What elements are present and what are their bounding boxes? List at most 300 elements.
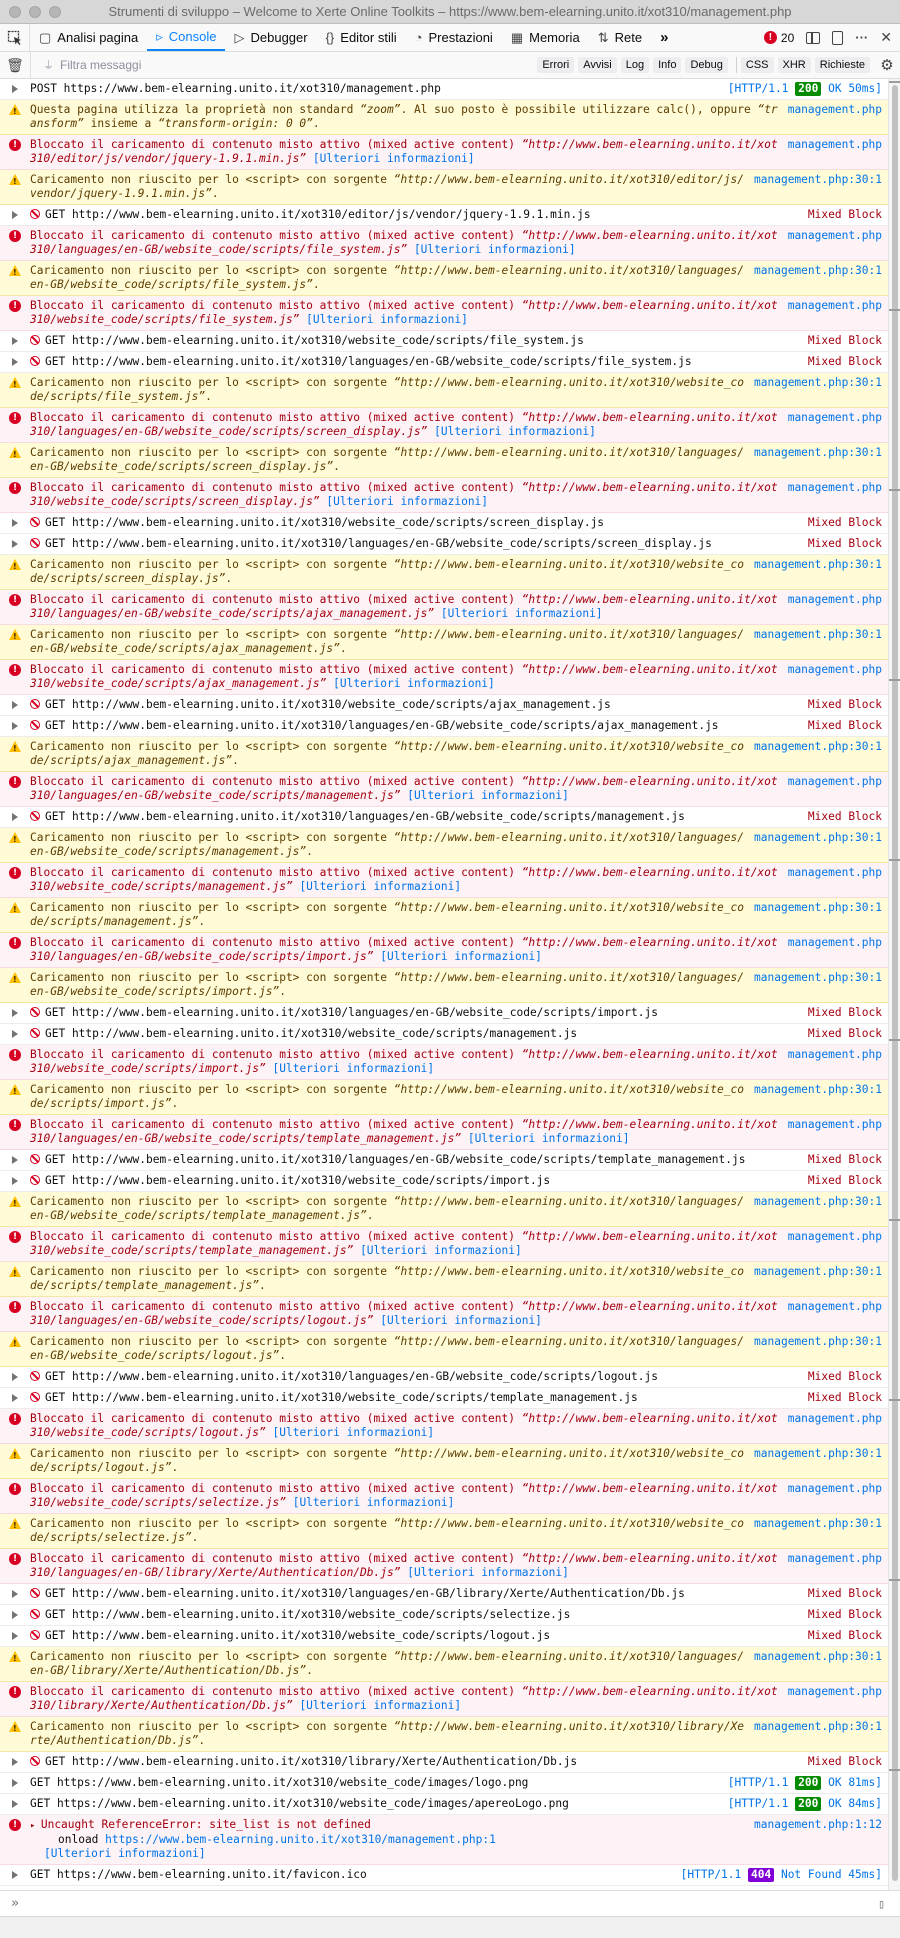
tab-memoria[interactable]: [502, 24, 589, 51]
warning-icon: [9, 377, 21, 388]
error-count-badge[interactable]: [764, 31, 794, 45]
filter-css-button[interactable]: CSS: [741, 57, 774, 73]
stack-frame[interactable]: onload https://www.bem-elearning.unito.it/xot310/management.php:1: [58, 1833, 496, 1846]
element-picker-icon: [7, 30, 23, 46]
expand-arrow-icon[interactable]: [12, 1611, 18, 1619]
source-location-link[interactable]: management.php:30:1: [754, 446, 882, 459]
status-code-badge: 200: [795, 82, 821, 96]
source-location-link[interactable]: management.php: [787, 229, 882, 242]
message-icon-cell: [0, 1482, 30, 1510]
tab-debugger[interactable]: [225, 24, 316, 51]
console-message-warn[interactable]: [0, 261, 888, 296]
learn-more-link[interactable]: [Ulteriori informazioni]: [380, 950, 542, 963]
split-console-icon[interactable]: [806, 32, 820, 44]
console-message-error[interactable]: [0, 590, 888, 625]
source-location-link[interactable]: management.php: [787, 1552, 882, 1565]
console-message-blocked[interactable]: [0, 1367, 888, 1388]
blocked-icon: [30, 209, 40, 219]
window-title: Strumenti di sviluppo – Welcome to Xerte Online Toolkits – https://www.bem-elearning.unito.it/xot310/management.php: [108, 4, 792, 19]
source-location-link[interactable]: management.php: [787, 936, 882, 949]
message-text: Bloccato il caricamento di contenuto misto attivo (mixed active content) “http://www.bem-elearning.unito.it/xot310/website_code/scripts/ajax_management.js” [Ulteriori informazioni]: [30, 663, 778, 690]
message-text: GET https://www.bem-elearning.unito.it/xot310/website_code/images/logo.png: [30, 1776, 529, 1789]
message-icon-cell: [0, 1552, 30, 1580]
message-text: Caricamento non riuscito per lo <script> con sorgente “http://www.bem-elearning.unito.it/xot310/website_code/scripts/management.js”.: [30, 901, 744, 928]
expand-arrow-icon[interactable]: [12, 1800, 18, 1808]
console-message-warn[interactable]: [0, 1717, 888, 1752]
message-icon-cell: [0, 628, 30, 656]
scrollbar-thumb[interactable]: [892, 85, 898, 1881]
message-icon-cell: [0, 1818, 30, 1861]
console-message-error[interactable]: [0, 1549, 888, 1584]
close-devtools-icon[interactable]: ✕: [880, 29, 892, 45]
learn-more-link[interactable]: [Ulteriori informazioni]: [299, 1699, 462, 1712]
tab-rete[interactable]: [589, 24, 651, 51]
expand-arrow-icon[interactable]: [12, 722, 18, 730]
source-location-link[interactable]: management.php: [787, 1685, 882, 1698]
mixed-block-label: Mixed Block: [807, 355, 882, 368]
status-code-badge: 200: [795, 1797, 821, 1811]
message-icon-cell: [0, 1391, 30, 1405]
message-text: GET http://www.bem-elearning.unito.it/xot310/languages/en-GB/website_code/scripts/template_management.js: [30, 1153, 800, 1167]
dock-options-icon[interactable]: [832, 31, 843, 45]
blocked-icon: [30, 720, 40, 730]
filter-log-button[interactable]: Log: [621, 57, 649, 73]
console-message-net[interactable]: [0, 1794, 888, 1815]
console-message-blocked[interactable]: [0, 1388, 888, 1409]
console-message-blocked[interactable]: [0, 513, 888, 534]
error-icon: !: [9, 776, 21, 788]
error-icon: !: [9, 1049, 21, 1061]
console-message-error[interactable]: [0, 408, 888, 443]
console-message-blocked[interactable]: [0, 205, 888, 226]
source-location-link[interactable]: management.php: [787, 1300, 882, 1313]
mixed-block-label: Mixed Block: [807, 1153, 882, 1166]
status-code-badge: 200: [795, 1776, 821, 1790]
console-message-blocked[interactable]: [0, 1605, 888, 1626]
source-location-link[interactable]: management.php:30:1: [754, 1517, 882, 1530]
expand-arrow-icon[interactable]: [12, 1590, 18, 1598]
scroll-marker: [889, 1399, 900, 1401]
message-icon-cell: [0, 719, 30, 733]
element-picker-button[interactable]: [0, 24, 30, 51]
message-text: Bloccato il caricamento di contenuto misto attivo (mixed active content) “http://www.bem-elearning.unito.it/xot310/editor/js/vendor/jquery-1.9.1.min.js” [Ulteriori informazioni]: [30, 138, 778, 165]
source-location-link[interactable]: management.php:1:12: [754, 1818, 882, 1831]
message-text: Caricamento non riuscito per lo <script> con sorgente “http://www.bem-elearning.unito.it/xot310/website_code/scripts/template_management.js”.: [30, 1265, 744, 1292]
message-text: GET http://www.bem-elearning.unito.it/xot310/languages/en-GB/website_code/scripts/management.js: [30, 810, 800, 824]
message-icon-cell: [0, 103, 30, 131]
source-location-link[interactable]: management.php:30:1: [754, 558, 882, 571]
console-message-warn[interactable]: [0, 625, 888, 660]
console-message-warn[interactable]: [0, 170, 888, 205]
error-icon: !: [9, 1413, 21, 1425]
source-location-link[interactable]: management.php: [787, 481, 882, 494]
expand-arrow-icon[interactable]: [12, 1030, 18, 1038]
console-message-blocked[interactable]: [0, 1003, 888, 1024]
message-text: Bloccato il caricamento di contenuto misto attivo (mixed active content) “http://www.bem-elearning.unito.it/xot310/languages/en-GB/website_code/scripts/template_management.js” [Ulteriori informazioni]: [30, 1118, 778, 1145]
learn-more-link[interactable]: [Ulteriori informazioni]: [272, 1426, 435, 1439]
editor-mode-icon[interactable]: ▯: [878, 1896, 886, 1911]
error-icon: !: [764, 31, 777, 44]
inspector-icon: ▢: [39, 29, 52, 45]
console-message-error[interactable]: [0, 1409, 888, 1444]
console-message-blocked[interactable]: [0, 1171, 888, 1192]
console-message-warn[interactable]: [0, 1192, 888, 1227]
message-icon-cell: [0, 1587, 30, 1601]
console-message-error[interactable]: [0, 296, 888, 331]
maximize-window-icon[interactable]: [49, 6, 61, 18]
message-text: Caricamento non riuscito per lo <script> con sorgente “http://www.bem-elearning.unito.it/xot310/languages/en-GB/website_code/scripts/logout.js”.: [30, 1335, 744, 1362]
message-text: Bloccato il caricamento di contenuto misto attivo (mixed active content) “http://www.bem-elearning.unito.it/xot310/website_code/scripts/import.js” [Ulteriori informazioni]: [30, 1048, 778, 1075]
console-message-error[interactable]: [0, 1045, 888, 1080]
learn-more-link[interactable]: [Ulteriori informazioni]: [326, 495, 489, 508]
trash-icon: 🗑: [6, 56, 24, 73]
message-icon-cell: [0, 334, 30, 348]
expand-arrow-icon[interactable]: ▸: [30, 1821, 41, 1831]
console-message-blocked[interactable]: [0, 331, 888, 352]
expand-arrow-icon[interactable]: [12, 337, 18, 345]
learn-more-link[interactable]: [Ulteriori informazioni]: [380, 1314, 542, 1327]
message-icon-cell: [0, 698, 30, 712]
tab-analisi-pagina[interactable]: [30, 24, 147, 51]
source-location-link[interactable]: management.php:30:1: [754, 628, 882, 641]
console-message-blocked[interactable]: [0, 352, 888, 373]
source-location-link[interactable]: management.php:30:1: [754, 1265, 882, 1278]
learn-more-link[interactable]: [Ulteriori informazioni]: [299, 880, 462, 893]
source-location-link[interactable]: management.php:30:1: [754, 901, 882, 914]
mixed-block-label: Mixed Block: [807, 1755, 882, 1768]
console-message-warn[interactable]: [0, 828, 888, 863]
console-message-error[interactable]: [0, 1682, 888, 1717]
expand-arrow-icon[interactable]: [12, 701, 18, 709]
source-location-link[interactable]: management.php: [787, 411, 882, 424]
source-location-link[interactable]: management.php:30:1: [754, 831, 882, 844]
source-location-link[interactable]: management.php:30:1: [754, 740, 882, 753]
blocked-icon: [30, 538, 40, 548]
filter-info-button[interactable]: Info: [653, 57, 681, 73]
console-message-blocked[interactable]: [0, 1584, 888, 1605]
source-location-link[interactable]: management.php:30:1: [754, 1720, 882, 1733]
error-icon: !: [9, 1483, 21, 1495]
console-message-net[interactable]: [0, 1865, 888, 1886]
close-window-icon[interactable]: [9, 6, 21, 18]
source-location-link[interactable]: management.php: [787, 775, 882, 788]
console-message-blocked[interactable]: [0, 534, 888, 555]
source-location-link[interactable]: management.php: [787, 663, 882, 676]
source-location-link[interactable]: management.php: [787, 866, 882, 879]
mixed-block-label: Mixed Block: [807, 1174, 882, 1187]
window-bottom-bar: [0, 1916, 900, 1938]
performance-icon: ◔: [414, 30, 423, 45]
console-message-net[interactable]: [0, 79, 888, 100]
source-location-link[interactable]: management.php: [787, 1230, 882, 1243]
console-message-warn[interactable]: [0, 443, 888, 478]
source-location-link[interactable]: management.php: [787, 138, 882, 151]
scroll-marker: [889, 859, 900, 861]
learn-more-link[interactable]: [Ulteriori informazioni]: [306, 313, 468, 326]
expand-arrow-icon[interactable]: [12, 1009, 18, 1017]
warning-icon: [9, 629, 21, 640]
minimize-window-icon[interactable]: [29, 6, 41, 18]
console-message-warn[interactable]: [0, 555, 888, 590]
source-location-link[interactable]: management.php:30:1: [754, 173, 882, 186]
source-location-link[interactable]: management.php:30:1: [754, 1195, 882, 1208]
error-icon: !: [9, 594, 21, 606]
console-message-blocked[interactable]: [0, 807, 888, 828]
tab-label: Prestazioni: [428, 30, 493, 45]
learn-more-link[interactable]: [Ulteriori informazioni]: [44, 1847, 206, 1860]
expand-arrow-icon[interactable]: [12, 1177, 18, 1185]
source-location-link[interactable]: management.php: [787, 1482, 882, 1495]
source-location-link[interactable]: management.php: [787, 593, 882, 606]
message-icon-cell: [0, 229, 30, 257]
expand-arrow-icon[interactable]: [12, 85, 18, 93]
source-location-link[interactable]: management.php: [787, 1118, 882, 1131]
message-icon-cell: [0, 173, 30, 201]
message-text: Bloccato il caricamento di contenuto misto attivo (mixed active content) “http://www.bem-elearning.unito.it/xot310/languages/en-GB/website_code/scripts/file_system.js” [Ulteriori informazioni]: [30, 229, 778, 256]
blocked-icon: [30, 356, 40, 366]
console-message-error[interactable]: [0, 933, 888, 968]
network-status[interactable]: [HTTP/1.1 200 OK 84ms]: [727, 1797, 882, 1810]
gear-icon: ⚙: [880, 57, 894, 74]
more-tools-button[interactable]: [651, 24, 677, 51]
expand-arrow-icon[interactable]: [12, 211, 18, 219]
message-icon-cell: [0, 971, 30, 999]
network-status[interactable]: [HTTP/1.1 404 Not Found 45ms]: [680, 1868, 882, 1881]
message-icon-cell: [0, 831, 30, 859]
scroll-marker: [889, 679, 900, 681]
console-input[interactable]: [0, 1890, 900, 1916]
error-icon: !: [9, 230, 21, 242]
message-icon-cell: [0, 901, 30, 929]
message-text: GET http://www.bem-elearning.unito.it/xot310/languages/en-GB/library/Xerte/Authentication/Db.js: [30, 1587, 800, 1601]
message-text: GET http://www.bem-elearning.unito.it/xot310/website_code/scripts/screen_display.js: [30, 516, 800, 530]
filter-richieste-button[interactable]: Richieste: [815, 57, 870, 73]
blocked-icon: [30, 335, 40, 345]
source-location-link[interactable]: management.php: [787, 299, 882, 312]
message-icon-cell: [0, 1517, 30, 1545]
mixed-block-label: Mixed Block: [807, 537, 882, 550]
console-message-net[interactable]: [0, 1773, 888, 1794]
network-status[interactable]: [HTTP/1.1 200 OK 81ms]: [727, 1776, 882, 1789]
expand-arrow-icon[interactable]: [12, 358, 18, 366]
error-icon: !: [9, 139, 21, 151]
console-message-uncaught[interactable]: [0, 1815, 888, 1865]
filter-separator: [736, 57, 737, 73]
learn-more-link[interactable]: [Ulteriori informazioni]: [413, 243, 576, 256]
filter-debug-button[interactable]: Debug: [685, 57, 727, 73]
console-message-warn[interactable]: [0, 100, 888, 135]
console-message-blocked[interactable]: [0, 1626, 888, 1647]
source-location-link[interactable]: management.php: [787, 1048, 882, 1061]
source-location-link[interactable]: management.php: [787, 1412, 882, 1425]
learn-more-link[interactable]: [Ulteriori informazioni]: [440, 607, 603, 620]
expand-arrow-icon[interactable]: [12, 1758, 18, 1766]
message-text: GET http://www.bem-elearning.unito.it/xot310/editor/js/vendor/jquery-1.9.1.min.js: [30, 208, 800, 222]
console-message-blocked[interactable]: [0, 1150, 888, 1171]
scroll-marker: [889, 489, 900, 491]
error-icon: !: [9, 482, 21, 494]
console-message-warn[interactable]: [0, 1444, 888, 1479]
message-icon-cell: [0, 264, 30, 292]
expand-arrow-icon[interactable]: [12, 813, 18, 821]
source-location-link[interactable]: management.php:30:1: [754, 1335, 882, 1348]
error-icon: !: [9, 1231, 21, 1243]
filter-input[interactable]: [30, 52, 537, 78]
message-text: Caricamento non riuscito per lo <script> con sorgente “http://www.bem-elearning.unito.it/xot310/website_code/scripts/selectize.js”.: [30, 1517, 744, 1544]
tab-prestazioni[interactable]: [406, 24, 502, 51]
message-icon-cell: [0, 775, 30, 803]
expand-arrow-icon[interactable]: [12, 1779, 18, 1787]
message-icon-cell: [0, 740, 30, 768]
warning-icon: [9, 1266, 21, 1277]
filter-errori-button[interactable]: Errori: [537, 57, 574, 73]
message-icon-cell: [0, 1650, 30, 1678]
learn-more-link[interactable]: [Ulteriori informazioni]: [292, 1496, 455, 1509]
console-message-blocked[interactable]: [0, 1024, 888, 1045]
learn-more-link[interactable]: [Ulteriori informazioni]: [434, 425, 596, 438]
source-location-link[interactable]: management.php:30:1: [754, 376, 882, 389]
message-icon-cell: [0, 208, 30, 222]
console-message-warn[interactable]: [0, 1080, 888, 1115]
message-text: GET http://www.bem-elearning.unito.it/xot310/website_code/scripts/selectize.js: [30, 1608, 800, 1622]
expand-arrow-icon[interactable]: [12, 1373, 18, 1381]
console-message-error[interactable]: [0, 660, 888, 695]
message-text: Caricamento non riuscito per lo <script> con sorgente “http://www.bem-elearning.unito.it/xot310/website_code/scripts/ajax_management.js”.: [30, 740, 744, 767]
console-message-warn[interactable]: [0, 737, 888, 772]
console-message-warn[interactable]: [0, 968, 888, 1003]
message-icon-cell: [0, 1153, 30, 1167]
source-location-link[interactable]: management.php:30:1: [754, 1447, 882, 1460]
learn-more-link[interactable]: [Ulteriori informazioni]: [312, 152, 475, 165]
console-scrollbar[interactable]: [888, 79, 900, 1890]
console-message-error[interactable]: [0, 226, 888, 261]
console-message-error[interactable]: [0, 863, 888, 898]
console-message-error[interactable]: [0, 1115, 888, 1150]
console-message-error[interactable]: [0, 135, 888, 170]
filter-avvisi-button[interactable]: Avvisi: [578, 57, 617, 73]
warning-icon: [9, 265, 21, 276]
expand-arrow-icon[interactable]: [12, 1156, 18, 1164]
message-text: Caricamento non riuscito per lo <script> con sorgente “http://www.bem-elearning.unito.it/xot310/website_code/scripts/screen_display.js”.: [30, 558, 744, 585]
blocked-icon: [30, 1371, 40, 1381]
learn-more-link[interactable]: [Ulteriori informazioni]: [407, 1566, 569, 1579]
console-message-error[interactable]: [0, 1479, 888, 1514]
blocked-icon: [30, 1588, 40, 1598]
source-location-link[interactable]: management.php: [787, 103, 882, 116]
message-icon-cell: [0, 1370, 30, 1384]
mixed-block-label: Mixed Block: [807, 698, 882, 711]
blocked-icon: [30, 1392, 40, 1402]
console-prompt-icon: »: [11, 1896, 19, 1911]
scroll-marker: [889, 1219, 900, 1221]
error-icon: !: [9, 1119, 21, 1131]
mixed-block-label: Mixed Block: [807, 1587, 882, 1600]
console-output[interactable]: [0, 79, 888, 1890]
source-location-link[interactable]: management.php:30:1: [754, 1083, 882, 1096]
console-message-error[interactable]: [0, 1297, 888, 1332]
blocked-icon: [30, 1175, 40, 1185]
error-icon: !: [9, 1301, 21, 1313]
console-message-blocked[interactable]: [0, 1752, 888, 1773]
message-icon-cell: [0, 1048, 30, 1076]
message-icon-cell: [0, 1755, 30, 1769]
filter-xhr-button[interactable]: XHR: [778, 57, 811, 73]
console-message-error[interactable]: [0, 772, 888, 807]
learn-more-link[interactable]: [Ulteriori informazioni]: [333, 677, 495, 690]
tab-label: Console: [168, 29, 217, 44]
expand-arrow-icon[interactable]: [12, 519, 18, 527]
expand-arrow-icon[interactable]: [12, 1632, 18, 1640]
message-icon-cell: [0, 82, 30, 96]
expand-arrow-icon[interactable]: [12, 540, 18, 548]
console-message-warn[interactable]: [0, 373, 888, 408]
console-message-blocked[interactable]: [0, 716, 888, 737]
expand-arrow-icon[interactable]: [12, 1871, 18, 1879]
console-message-warn[interactable]: [0, 1647, 888, 1682]
warning-icon: [9, 1336, 21, 1347]
error-count: 20: [780, 30, 795, 45]
network-status[interactable]: [HTTP/1.1 200 OK 50ms]: [727, 82, 882, 95]
tab-editor-stili[interactable]: [317, 24, 406, 51]
source-location-link[interactable]: management.php:30:1: [754, 971, 882, 984]
console-message-error[interactable]: [0, 478, 888, 513]
learn-more-link[interactable]: [Ulteriori informazioni]: [360, 1244, 522, 1257]
message-text: GET http://www.bem-elearning.unito.it/xot310/website_code/scripts/file_system.js: [30, 334, 800, 348]
source-location-link[interactable]: management.php:30:1: [754, 1650, 882, 1663]
tab-console[interactable]: [147, 24, 225, 51]
message-text: Bloccato il caricamento di contenuto misto attivo (mixed active content) “http://www.bem-elearning.unito.it/xot310/languages/en-GB/website_code/scripts/ajax_management.js” [Ulteriori informazioni]: [30, 593, 778, 620]
warning-icon: [9, 1196, 21, 1207]
scroll-marker: [889, 309, 900, 311]
warning-icon: [9, 1651, 21, 1662]
message-text: GET http://www.bem-elearning.unito.it/xot310/languages/en-GB/website_code/scripts/logout.js: [30, 1370, 800, 1384]
blocked-icon: [30, 1007, 40, 1017]
message-text: GET http://www.bem-elearning.unito.it/xot310/languages/en-GB/website_code/scripts/screen_display.js: [30, 537, 800, 551]
message-text: Bloccato il caricamento di contenuto misto attivo (mixed active content) “http://www.bem-elearning.unito.it/xot310/languages/en-GB/website_code/scripts/screen_display.js” [Ulteriori informazioni]: [30, 411, 778, 438]
console-message-warn[interactable]: [0, 898, 888, 933]
scroll-marker: [889, 81, 900, 83]
message-icon-cell: [0, 1300, 30, 1328]
message-icon-cell: [0, 1412, 30, 1440]
message-text: Caricamento non riuscito per lo <script> con sorgente “http://www.bem-elearning.unito.it/xot310/languages/en-GB/website_code/scripts/import.js”.: [30, 971, 744, 998]
scroll-marker: [889, 1579, 900, 1581]
expand-arrow-icon[interactable]: [12, 1394, 18, 1402]
learn-more-link[interactable]: [Ulteriori informazioni]: [272, 1062, 435, 1075]
message-text: Bloccato il caricamento di contenuto misto attivo (mixed active content) “http://www.bem-elearning.unito.it/xot310/website_code/scripts/management.js” [Ulteriori informazioni]: [30, 866, 778, 893]
console-settings-button[interactable]: [874, 56, 900, 74]
error-icon: !: [9, 412, 21, 424]
learn-more-link[interactable]: [Ulteriori informazioni]: [407, 789, 569, 802]
message-text: Caricamento non riuscito per lo <script> con sorgente “http://www.bem-elearning.unito.it/xot310/website_code/scripts/file_system.js”.: [30, 376, 744, 403]
error-icon: !: [9, 937, 21, 949]
blocked-icon: [30, 1028, 40, 1038]
message-icon-cell: [0, 866, 30, 894]
learn-more-link[interactable]: [Ulteriori informazioni]: [467, 1132, 630, 1145]
console-message-blocked[interactable]: [0, 695, 888, 716]
source-location-link[interactable]: management.php:30:1: [754, 264, 882, 277]
console-message-error[interactable]: [0, 1227, 888, 1262]
clear-console-button[interactable]: [0, 57, 30, 74]
window-controls[interactable]: [9, 6, 61, 18]
message-icon-cell: [0, 138, 30, 166]
message-text: Caricamento non riuscito per lo <script> con sorgente “http://www.bem-elearning.unito.it/xot310/editor/js/vendor/jquery-1.9.1.min.js”.: [30, 173, 744, 200]
warning-icon: [9, 972, 21, 983]
console-message-warn[interactable]: [0, 1514, 888, 1549]
console-message-warn[interactable]: [0, 1332, 888, 1367]
error-icon: !: [9, 1686, 21, 1698]
more-options-icon[interactable]: ···: [855, 30, 869, 45]
console-message-warn[interactable]: [0, 1262, 888, 1297]
